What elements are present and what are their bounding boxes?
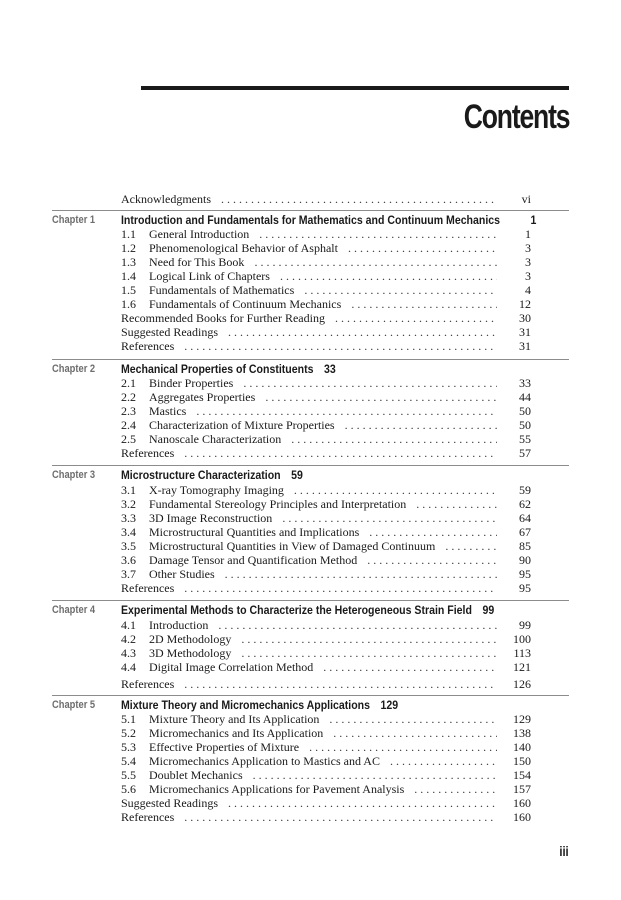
chapter-title-text: Microstructure Characterization xyxy=(121,468,281,482)
entry-label: Mastics xyxy=(149,404,187,418)
entry-number: 3.5 xyxy=(121,539,136,553)
entry-number: 3.4 xyxy=(121,525,136,539)
entry-number: 5.3 xyxy=(121,740,136,754)
chapter-title[interactable] xyxy=(121,362,491,376)
dot-leader xyxy=(259,227,497,241)
toc-entry[interactable] xyxy=(121,311,531,325)
entry-page: 31 xyxy=(519,325,531,339)
entry-label: Fundamentals of Continuum Mechanics xyxy=(149,297,342,311)
toc-entry[interactable] xyxy=(121,567,531,581)
toc-entry[interactable] xyxy=(121,404,531,418)
dot-leader xyxy=(196,404,497,418)
entry-page: 150 xyxy=(513,754,531,768)
entry-page: 3 xyxy=(525,241,531,255)
entry-number: 3.3 xyxy=(121,511,136,525)
toc-entry[interactable] xyxy=(121,241,531,255)
entry-page: 157 xyxy=(513,782,531,796)
dot-leader xyxy=(225,567,497,581)
entry-number: 5.4 xyxy=(121,754,136,768)
chapter-page: 1 xyxy=(530,213,537,227)
toc-entry[interactable] xyxy=(121,660,531,674)
dot-leader xyxy=(184,677,497,691)
dot-leader xyxy=(184,446,497,460)
chapter-title[interactable] xyxy=(121,698,491,712)
entry-label: References xyxy=(121,810,175,824)
toc-entry[interactable] xyxy=(121,283,531,297)
entry-label: Suggested Readings xyxy=(121,325,218,339)
entry-label: Characterization of Mixture Properties xyxy=(149,418,335,432)
entry-number: 5.6 xyxy=(121,782,136,796)
dot-leader xyxy=(335,311,497,325)
entry-number: 2.3 xyxy=(121,404,136,418)
toc-entry[interactable] xyxy=(121,726,531,740)
entry-label: Damage Tensor and Quantification Method xyxy=(149,553,358,567)
page-title: Contents xyxy=(463,98,569,136)
chapter-title-text: Introduction and Fundamentals for Mathematics and Continuum Mechanics xyxy=(121,213,501,227)
entry-label: Nanoscale Characterization xyxy=(149,432,282,446)
chapter-label: Chapter 3 xyxy=(52,469,96,481)
entry-number: 3.6 xyxy=(121,553,136,567)
chapter-page: 129 xyxy=(380,698,399,712)
chapter-label: Chapter 1 xyxy=(52,214,96,226)
entry-number: 1.6 xyxy=(121,297,136,311)
entry-page: 31 xyxy=(519,339,531,353)
entry-label: Recommended Books for Further Reading xyxy=(121,311,325,325)
dot-leader xyxy=(184,339,497,353)
entry-label: Introduction xyxy=(149,618,209,632)
chapter-page: 33 xyxy=(324,362,336,376)
entry-label: 3D Methodology xyxy=(149,646,232,660)
entry-label: Microstructural Quantities and Implications xyxy=(149,525,360,539)
entry-page: 50 xyxy=(519,418,531,432)
entry-page: 4 xyxy=(525,283,531,297)
entry-number: 4.2 xyxy=(121,632,136,646)
entry-label: Mixture Theory and Its Application xyxy=(149,712,320,726)
toc-entry[interactable] xyxy=(121,227,531,241)
chapter-title[interactable] xyxy=(121,603,495,617)
toc-entry-acknowledgments[interactable] xyxy=(121,192,531,206)
entry-number: 2.4 xyxy=(121,418,136,432)
entry-page: 160 xyxy=(513,796,531,810)
entry-label: Acknowledgments xyxy=(121,192,211,206)
toc-entry[interactable] xyxy=(121,432,531,446)
chapter-label: Chapter 5 xyxy=(52,699,96,711)
entry-page: 57 xyxy=(519,446,531,460)
toc-entry[interactable] xyxy=(121,418,531,432)
entry-page: 33 xyxy=(519,376,531,390)
toc-entry[interactable] xyxy=(121,782,531,796)
entry-page: 30 xyxy=(519,311,531,325)
entry-number: 4.1 xyxy=(121,618,136,632)
entry-label: General Introduction xyxy=(149,227,250,241)
chapter-title-text: Mechanical Properties of Constituents xyxy=(121,362,314,376)
dot-leader xyxy=(348,241,497,255)
dot-leader xyxy=(221,192,497,206)
dot-leader xyxy=(241,646,497,660)
toc-entry[interactable] xyxy=(121,553,531,567)
entry-page: 44 xyxy=(519,390,531,404)
entry-number: 3.7 xyxy=(121,567,136,581)
entry-page: 113 xyxy=(513,646,531,660)
dot-leader xyxy=(228,796,497,810)
toc-entry[interactable] xyxy=(121,646,531,660)
toc-entry[interactable] xyxy=(121,511,531,525)
entry-page: 64 xyxy=(519,511,531,525)
chapter-page: 99 xyxy=(482,603,495,617)
toc-entry[interactable] xyxy=(121,390,531,404)
entry-label: Logical Link of Chapters xyxy=(149,269,270,283)
entry-page: 55 xyxy=(519,432,531,446)
toc-entry[interactable] xyxy=(121,339,531,353)
entry-label: References xyxy=(121,339,175,353)
dot-leader xyxy=(241,632,497,646)
entry-page: 50 xyxy=(519,404,531,418)
entry-number: 3.1 xyxy=(121,483,136,497)
dot-leader xyxy=(228,325,497,339)
dot-leader xyxy=(445,539,497,553)
toc-entry[interactable] xyxy=(121,677,531,691)
entry-number: 4.3 xyxy=(121,646,136,660)
dot-leader xyxy=(309,740,497,754)
entry-page: 95 xyxy=(519,581,531,595)
entry-page: 62 xyxy=(519,497,531,511)
entry-number: 3.2 xyxy=(121,497,136,511)
toc-entry[interactable] xyxy=(121,297,531,311)
dot-leader xyxy=(323,660,497,674)
entry-number: 1.3 xyxy=(121,255,136,269)
entry-number: 1.2 xyxy=(121,241,136,255)
dot-leader xyxy=(184,581,497,595)
entry-page: 67 xyxy=(519,525,531,539)
entry-label: Aggregates Properties xyxy=(149,390,256,404)
dot-leader xyxy=(294,483,497,497)
separator xyxy=(52,359,569,360)
entry-number: 4.4 xyxy=(121,660,136,674)
entry-label: Digital Image Correlation Method xyxy=(149,660,314,674)
entry-page: 140 xyxy=(513,740,531,754)
dot-leader xyxy=(390,754,497,768)
dot-leader xyxy=(367,553,497,567)
dot-leader xyxy=(345,418,497,432)
entry-page: 85 xyxy=(519,539,531,553)
dot-leader xyxy=(351,297,497,311)
toc-entry[interactable] xyxy=(121,740,531,754)
dot-leader xyxy=(253,768,497,782)
dot-leader xyxy=(333,726,497,740)
dot-leader xyxy=(218,618,497,632)
dot-leader xyxy=(254,255,497,269)
entry-number: 1.4 xyxy=(121,269,136,283)
entry-page: 90 xyxy=(519,553,531,567)
entry-label: 2D Methodology xyxy=(149,632,232,646)
dot-leader xyxy=(280,269,497,283)
chapter-page: 59 xyxy=(291,468,303,482)
dot-leader xyxy=(369,525,497,539)
entry-label: Effective Properties of Mixture xyxy=(149,740,300,754)
chapter-label: Chapter 2 xyxy=(52,363,96,375)
toc-entry[interactable] xyxy=(121,255,531,269)
chapter-title-text: Mixture Theory and Micromechanics Applications xyxy=(121,698,370,712)
entry-label: Micromechanics Application to Mastics and AC xyxy=(149,754,380,768)
entry-label: Fundamental Stereology Principles and Interpretation xyxy=(149,497,407,511)
entry-label: X-ray Tomography Imaging xyxy=(149,483,284,497)
entry-page: vi xyxy=(521,192,531,206)
dot-leader xyxy=(291,432,497,446)
dot-leader xyxy=(329,712,497,726)
entry-label: References xyxy=(121,677,175,691)
dot-leader xyxy=(416,497,497,511)
toc-entry[interactable] xyxy=(121,325,531,339)
chapter-title[interactable] xyxy=(121,468,491,482)
toc-entry[interactable] xyxy=(121,796,531,810)
entry-number: 5.1 xyxy=(121,712,136,726)
entry-label: References xyxy=(121,581,175,595)
top-rule xyxy=(141,86,569,90)
toc-entry[interactable] xyxy=(121,539,531,553)
entry-label: Need for This Book xyxy=(149,255,245,269)
toc-entry[interactable] xyxy=(121,376,531,390)
entry-page: 121 xyxy=(513,660,531,674)
entry-page: 126 xyxy=(513,677,531,691)
entry-label: Fundamentals of Mathematics xyxy=(149,283,295,297)
dot-leader xyxy=(304,283,497,297)
entry-page: 95 xyxy=(519,567,531,581)
entry-number: 5.2 xyxy=(121,726,136,740)
entry-page: 3 xyxy=(525,269,531,283)
entry-number: 1.5 xyxy=(121,283,136,297)
dot-leader xyxy=(184,810,497,824)
entry-label: Phenomenological Behavior of Asphalt xyxy=(149,241,338,255)
toc-entry[interactable] xyxy=(121,754,531,768)
page-folio: iii xyxy=(559,843,569,859)
entry-page: 12 xyxy=(519,297,531,311)
entry-page: 100 xyxy=(513,632,531,646)
entry-number: 2.2 xyxy=(121,390,136,404)
dot-leader xyxy=(414,782,497,796)
separator xyxy=(52,465,569,466)
toc-entry[interactable] xyxy=(121,581,531,595)
entry-label: Binder Properties xyxy=(149,376,234,390)
entry-page: 129 xyxy=(513,712,531,726)
entry-page: 154 xyxy=(513,768,531,782)
separator xyxy=(52,600,569,601)
entry-label: 3D Image Reconstruction xyxy=(149,511,273,525)
toc-entry[interactable] xyxy=(121,618,531,632)
dot-leader xyxy=(282,511,497,525)
dot-leader xyxy=(243,376,497,390)
entry-label: Microstructural Quantities in View of Damaged Continuum xyxy=(149,539,436,553)
chapter-title[interactable] xyxy=(121,213,536,227)
entry-number: 1.1 xyxy=(121,227,136,241)
toc-entry[interactable] xyxy=(121,269,531,283)
toc-entry[interactable] xyxy=(121,632,531,646)
toc-entry[interactable] xyxy=(121,497,531,511)
entry-number: 5.5 xyxy=(121,768,136,782)
toc-entry[interactable] xyxy=(121,768,531,782)
entry-page: 99 xyxy=(519,618,531,632)
toc-entry[interactable] xyxy=(121,525,531,539)
toc-entry[interactable] xyxy=(121,712,531,726)
entry-page: 3 xyxy=(525,255,531,269)
entry-label: Other Studies xyxy=(149,567,215,581)
entry-label: Doublet Mechanics xyxy=(149,768,243,782)
entry-label: Suggested Readings xyxy=(121,796,218,810)
chapter-title-text: Experimental Methods to Characterize the Heterogeneous Strain Field xyxy=(121,603,472,617)
dot-leader xyxy=(265,390,497,404)
entry-label: Micromechanics and Its Application xyxy=(149,726,324,740)
chapter-label: Chapter 4 xyxy=(52,604,96,616)
toc-entry[interactable] xyxy=(121,446,531,460)
entry-page: 138 xyxy=(513,726,531,740)
entry-label: Micromechanics Applications for Pavement Analysis xyxy=(149,782,405,796)
entry-label: References xyxy=(121,446,175,460)
entry-page: 59 xyxy=(519,483,531,497)
toc-entry[interactable] xyxy=(121,810,531,824)
entry-number: 2.1 xyxy=(121,376,136,390)
entry-page: 160 xyxy=(513,810,531,824)
toc-entry[interactable] xyxy=(121,483,531,497)
separator xyxy=(52,210,569,211)
entry-page: 1 xyxy=(525,227,531,241)
separator xyxy=(52,695,569,696)
entry-number: 2.5 xyxy=(121,432,136,446)
